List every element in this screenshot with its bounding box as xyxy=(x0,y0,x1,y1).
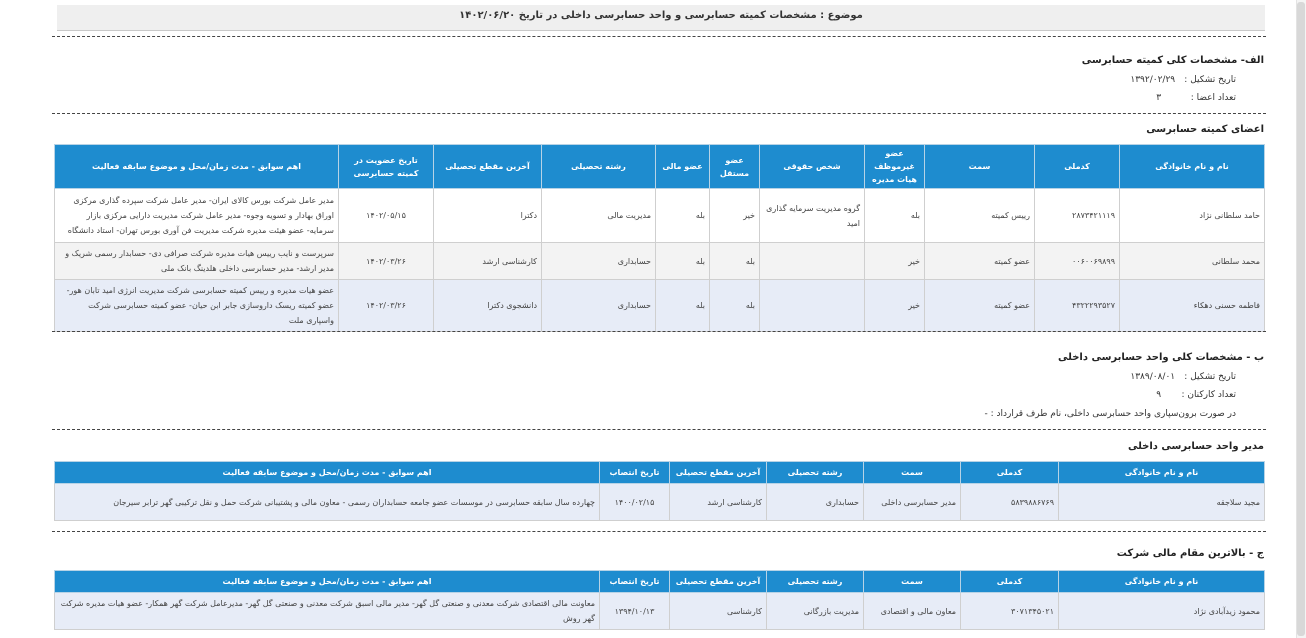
column-header: رشته تحصیلی xyxy=(767,462,864,484)
divider xyxy=(52,331,1266,332)
column-header: رشته تحصیلی xyxy=(767,571,864,593)
divider xyxy=(52,36,1266,37)
table-header-row xyxy=(55,145,1265,189)
table-cell: مجید سلاجقه xyxy=(1059,484,1265,521)
committee-members-line xyxy=(1156,93,1236,103)
table-cell: ۵۸۳۹۸۸۶۷۶۹ xyxy=(961,484,1059,521)
column-header: آخرین مقطع تحصیلی xyxy=(670,462,767,484)
committee-founded-line xyxy=(1130,75,1236,85)
table-cell: بله xyxy=(656,280,710,332)
column-header: نام و نام خانوادگی xyxy=(1059,462,1265,484)
column-header: اهم سوابق - مدت زمان/محل و موضوع سابقه فعالیت xyxy=(55,145,339,189)
table-cell: محمد سلطانی xyxy=(1120,243,1265,280)
unit-staff-line xyxy=(1156,390,1236,400)
committee-members-value: ۳ xyxy=(1156,93,1162,103)
table-cell: معاون مالی و اقتصادی xyxy=(864,593,961,630)
table-cell: چهارده سال سابقه حسابرسی در موسسات عضو جامعه حسابداران رسمی - معاون مالی و پشتیبانی شرکت حمل و نقل ترکیبی گهر ترابر سیرجان xyxy=(55,484,600,521)
section-a-heading: الف- مشخصات کلی کمیته حسابرسی xyxy=(1081,55,1264,66)
committee-members-heading: اعضای کمیته حسابرسی xyxy=(1146,124,1264,135)
divider xyxy=(52,113,1266,114)
table-cell: معاونت مالی اقتصادی شرکت معدنی و صنعتی گل گهر- مدیر مالی اسبق شرکت معدنی و صنعتی گل گهر- مدیرعامل شرکت گهر همکار- عضو هیات مدیره شرکت گهر روش xyxy=(55,593,600,630)
committee-members-table xyxy=(54,144,1265,332)
column-header: اهم سوابق - مدت زمان/محل و موضوع سابقه فعالیت xyxy=(55,571,600,593)
table-cell: دکترا xyxy=(434,189,542,243)
table-cell: عضو کمیته xyxy=(925,280,1035,332)
table-cell: حسابداری xyxy=(767,484,864,521)
table-cell: ۱۴۰۲/۰۵/۱۵ xyxy=(339,189,434,243)
committee-founded-value: ۱۳۹۲/۰۲/۲۹ xyxy=(1130,75,1176,85)
table-cell: مدیر عامل شرکت بورس کالای ایران- مدیر عامل شرکت سپرده گذاری مرکزی اوراق بهادار و تسویه وجوه- مدیر عامل شرکت مدیریت دارایی مرکزی بازار سرمایه- عضو هیئت مدیره شرکت مدیریت فن آوری بورس تهران- استاد دانشگاه xyxy=(55,189,339,243)
table-cell: بله xyxy=(656,243,710,280)
column-header: سمت xyxy=(925,145,1035,189)
table-cell: سرپرست و نایب رییس هیات مدیره شرکت صرافی دی- حسابدار رسمی شریک و مدیر ارشد- مدیر حسابرسی داخلی هلدینگ بانک ملی xyxy=(55,243,339,280)
table-cell: حسابداری xyxy=(542,280,656,332)
table-row xyxy=(55,189,1265,243)
divider xyxy=(52,531,1266,532)
column-header: عضو غیرموظف هیات مدیره xyxy=(865,145,925,189)
table-row xyxy=(55,243,1265,280)
table-cell: ۱۴۰۲/۰۳/۲۶ xyxy=(339,280,434,332)
section-c-heading: ج - بالاترین مقام مالی شرکت xyxy=(1116,548,1264,559)
outsourcing-note: در صورت برون‌سپاری واحد حسابرسی داخلی، نام طرف قرارداد : - xyxy=(984,409,1236,419)
table-header-row xyxy=(55,462,1265,484)
table-cell: ۱۳۹۴/۱۰/۱۳ xyxy=(600,593,670,630)
table-cell: عضو کمیته xyxy=(925,243,1035,280)
column-header: آخرین مقطع تحصیلی xyxy=(434,145,542,189)
table-cell: خیر xyxy=(865,243,925,280)
table-cell: ۳۰۷۱۳۴۵۰۲۱ xyxy=(961,593,1059,630)
column-header: کدملی xyxy=(961,571,1059,593)
column-header: تاریخ عضویت در کمیته حسابرسی xyxy=(339,145,434,189)
table-cell: حسابداری xyxy=(542,243,656,280)
table-cell xyxy=(760,243,865,280)
table-cell: بله xyxy=(656,189,710,243)
column-header: نام و نام خانوادگی xyxy=(1120,145,1265,189)
column-header: اهم سوابق - مدت زمان/محل و موضوع سابقه فعالیت xyxy=(55,462,600,484)
table-cell: ۱۴۰۰/۰۲/۱۵ xyxy=(600,484,670,521)
unit-founded-line xyxy=(1130,372,1236,382)
table-cell: ۰۰۶۰۰۶۹۸۹۹ xyxy=(1035,243,1120,280)
unit-staff-value: ۹ xyxy=(1156,390,1162,400)
page-title: موضوع : مشخصات کمیته حسابرسی و واحد حسابرسی داخلی در تاریخ ۱۴۰۲/۰۶/۲۰ xyxy=(57,5,1265,31)
column-header: تاریخ انتصاب xyxy=(600,462,670,484)
unit-staff-label: تعداد کارکنان : xyxy=(1181,390,1236,400)
table-cell: خیر xyxy=(710,189,760,243)
table-cell: مدیریت مالی xyxy=(542,189,656,243)
section-b-heading: ب - مشخصات کلی واحد حسابرسی داخلی xyxy=(1058,352,1264,363)
column-header: تاریخ انتصاب xyxy=(600,571,670,593)
column-header: کدملی xyxy=(1035,145,1120,189)
table-cell: حامد سلطانی نژاد xyxy=(1120,189,1265,243)
table-cell: ۴۳۲۲۲۹۳۵۲۷ xyxy=(1035,280,1120,332)
table-cell: عضو هیات مدیره و رییس کمیته حسابرسی شرکت مدیریت انرژی امید تابان هور- عضو کمیته ریسک داروسازی جابر ابن حیان- عضو کمیته حسابرسی شرکت واسپاری ملت xyxy=(55,280,339,332)
table-cell: محمود زیدآبادی نژاد xyxy=(1059,593,1265,630)
table-cell: رییس کمیته xyxy=(925,189,1035,243)
table-cell: کارشناسی ارشد xyxy=(434,243,542,280)
column-header: آخرین مقطع تحصیلی xyxy=(670,571,767,593)
table-row xyxy=(55,593,1265,630)
table-cell: کارشناسی ارشد xyxy=(670,484,767,521)
table-cell: مدیر حسابرسی داخلی xyxy=(864,484,961,521)
divider xyxy=(52,429,1266,430)
manager-heading: مدیر واحد حسابرسی داخلی xyxy=(1127,441,1264,452)
table-cell: خیر xyxy=(865,280,925,332)
table-cell: فاطمه حسنی دهکاء xyxy=(1120,280,1265,332)
column-header: کدملی xyxy=(961,462,1059,484)
table-row xyxy=(55,280,1265,332)
unit-founded-value: ۱۳۸۹/۰۸/۰۱ xyxy=(1130,372,1176,382)
committee-members-label: تعداد اعضا : xyxy=(1190,93,1236,103)
table-row xyxy=(55,484,1265,521)
table-cell xyxy=(760,280,865,332)
column-header: سمت xyxy=(864,571,961,593)
table-cell: بله xyxy=(865,189,925,243)
column-header: عضو مستقل xyxy=(710,145,760,189)
vertical-scrollbar[interactable] xyxy=(1296,0,1306,638)
column-header: شخص حقوقی xyxy=(760,145,865,189)
column-header: نام و نام خانوادگی xyxy=(1059,571,1265,593)
internal-audit-manager-table xyxy=(54,461,1265,521)
unit-founded-label: تاریخ تشکیل : xyxy=(1184,372,1236,382)
table-cell: دانشجوی دکترا xyxy=(434,280,542,332)
table-header-row xyxy=(55,571,1265,593)
column-header: سمت xyxy=(864,462,961,484)
table-cell: بله xyxy=(710,243,760,280)
scrollbar-thumb[interactable] xyxy=(1297,2,1305,636)
chief-financial-officer-table xyxy=(54,570,1265,630)
table-cell: گروه مدیریت سرمایه گذاری امید xyxy=(760,189,865,243)
table-cell: کارشناسی xyxy=(670,593,767,630)
column-header: رشته تحصیلی xyxy=(542,145,656,189)
table-cell: ۲۸۷۳۴۲۱۱۱۹ xyxy=(1035,189,1120,243)
table-cell: بله xyxy=(710,280,760,332)
column-header: عضو مالی xyxy=(656,145,710,189)
committee-founded-label: تاریخ تشکیل : xyxy=(1184,75,1236,85)
table-cell: مدیریت بازرگانی xyxy=(767,593,864,630)
table-cell: ۱۴۰۲/۰۳/۲۶ xyxy=(339,243,434,280)
